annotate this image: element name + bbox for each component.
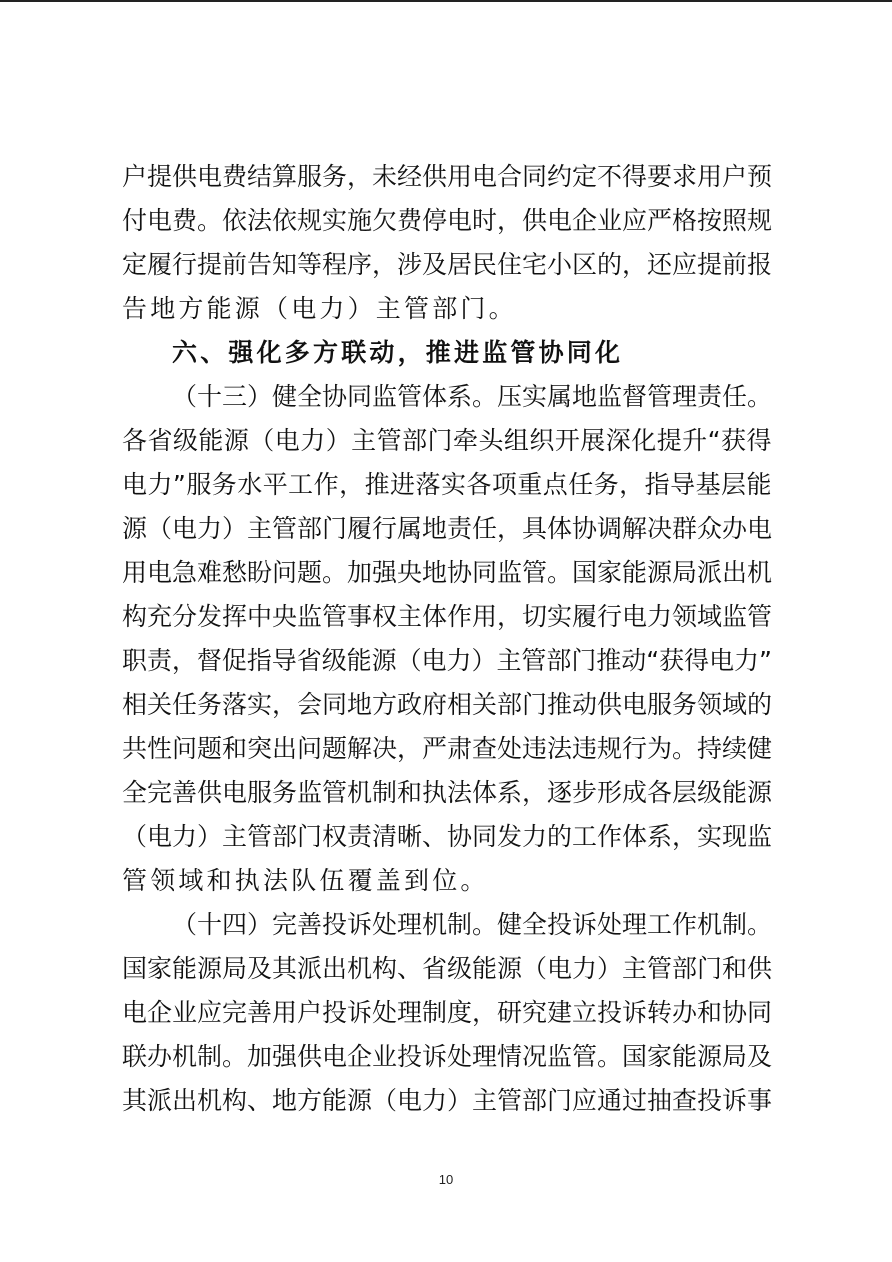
text-line: 源（电力）主管部门履行属地责任，具体协调解决群众办电 [122,514,773,543]
paragraph-start-line: （十三）健全协同监管体系。压实属地监督管理责任。 [172,382,773,411]
section-heading: 六、强化多方联动，推进监管协同化 [172,338,624,367]
paragraph-start-line: （十四）完善投诉处理机制。健全投诉处理工作机制。 [172,910,773,939]
text-line: 共性问题和突出问题解决，严肃查处违法违规行为。持续健 [122,734,773,763]
text-line: 付电费。依法依规实施欠费停电时，供电企业应严格按照规 [122,206,773,235]
text-line: 用电急难愁盼问题。加强央地协同监管。国家能源局派出机 [122,558,773,587]
text-line: 各省级能源（电力）主管部门牵头组织开展深化提升“获得 [122,426,772,455]
page-number: 10 [438,1172,454,1187]
text-line: 户提供电费结算服务，未经供用电合同约定不得要求用户预 [122,162,773,191]
text-line: 管领域和执法队伍覆盖到位。 [122,866,489,895]
text-line: 国家能源局及其派出机构、省级能源（电力）主管部门和供 [122,954,773,983]
text-line: 联办机制。加强供电企业投诉处理情况监管。国家能源局及 [122,1042,773,1071]
text-line: 告地方能源（电力）主管部门。 [122,294,517,323]
text-line: 电力”服务水平工作，推进落实各项重点任务，指导基层能 [122,470,772,499]
text-line: 电企业应完善用户投诉处理制度，研究建立投诉转办和协同 [122,998,773,1027]
text-line: 全完善供电服务监管机制和执法体系，逐步形成各层级能源 [122,778,773,807]
text-line: 相关任务落实，会同地方政府相关部门推动供电服务领域的 [122,690,773,719]
text-line: 构充分发挥中央监管事权主体作用，切实履行电力领域监管 [122,602,773,631]
text-line: 职责，督促指导省级能源（电力）主管部门推动“获得电力” [122,646,772,675]
text-line: （电力）主管部门权责清晰、协同发力的工作体系，实现监 [122,822,773,851]
text-line: 其派出机构、地方能源（电力）主管部门应通过抽查投诉事 [122,1086,773,1115]
top-border-line [0,0,892,2]
text-line: 定履行提前告知等程序，涉及居民住宅小区的，还应提前报 [122,250,773,279]
